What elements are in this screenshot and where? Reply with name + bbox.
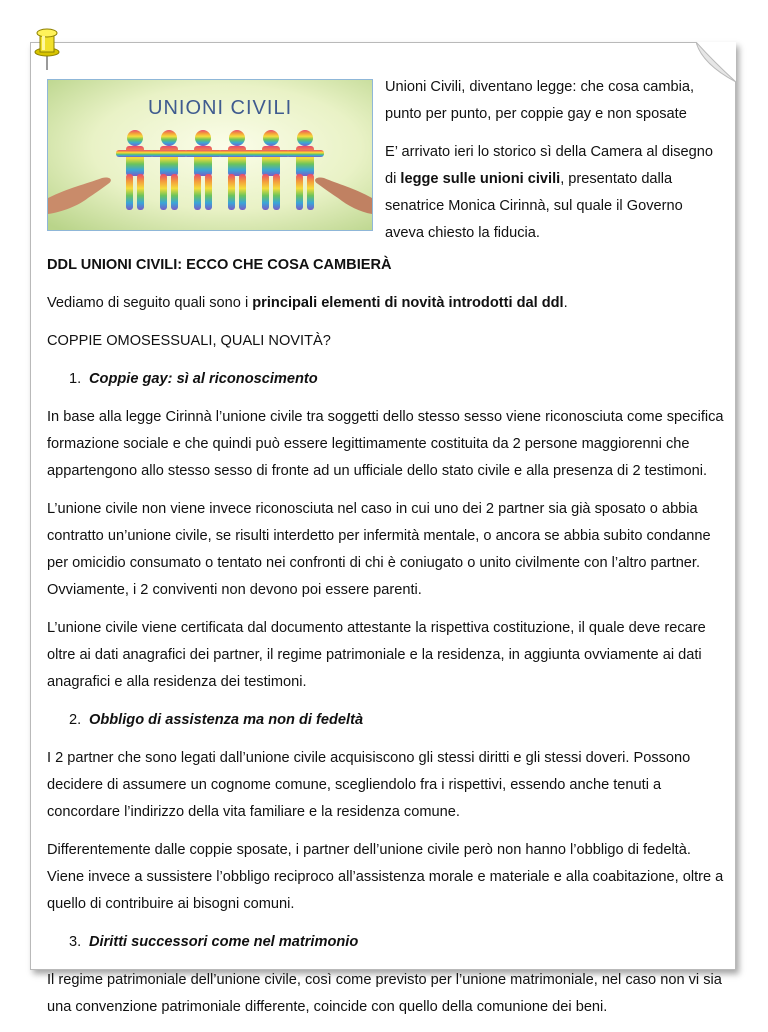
paragraph: Differentemente dalle coppie sposate, i partner dell’unione civile però non hanno l’obbligo di fedeltà. Viene invece a sussistere l’obbligo reciproco all’assistenza morale e materiale e alla coabitazione, oltre a quello di contribuire ai bisogni comuni. — [47, 842, 724, 912]
unioni-civili-image — [47, 79, 373, 231]
list-number: 2. — [69, 712, 82, 728]
pushpin-icon — [30, 22, 64, 72]
paragraph: L’unione civile viene certificata dal documento attestante la rispettiva costituzione, il quale deve recare oltre ai dati anagrafici dei partner, il regime patrimoniale e la residenza, in aggiunta ovviamente ai dati anagrafici e alla residenza dei testimoni. — [47, 620, 706, 690]
intro-section — [47, 74, 725, 252]
paper-chain-people-illustration — [48, 80, 372, 230]
list-item-1 — [47, 366, 725, 393]
intro-paragraph: E’ arrivato ieri lo storico sì della Camera al disegno di legge sulle unioni civili, presentato dalla senatrice Monica Cirinnà, sul quale il Governo aveva chiesto la fiducia. — [385, 144, 713, 241]
paragraph: In base alla legge Cirinnà l’unione civile tra soggetti dello stesso sesso viene riconosciuta come specifica formazione sociale e che quindi può essere legittimamente costituita da 2 persone maggiorenni che appartengono allo stesso sesso di fronte ad un ufficiale dello stato civile e alla presenza di 2 testimoni. — [47, 409, 724, 479]
list-number: 3. — [69, 934, 82, 950]
paragraph: Il regime patrimoniale dell’unione civile, così come previsto per l’unione matrimoniale, nel caso non vi sia una convenzione patrimoniale differente, coincide con quello della comunione dei beni. — [47, 972, 722, 1015]
section-heading: DDL UNIONI CIVILI: ECCO CHE COSA CAMBIERÀ — [47, 257, 392, 273]
subheading: COPPIE OMOSESSUALI, QUALI NOVITÀ? — [47, 333, 331, 349]
list-item-2 — [47, 707, 725, 734]
article-title: Unioni Civili, diventano legge: che cosa cambia, punto per punto, per coppie gay e non sposate — [385, 79, 695, 122]
paragraph: L’unione civile non viene invece riconosciuta nel caso in cui uno dei 2 partner sia già sposato o abbia contratto un’unione civile, se risulti interdetto per infermità mentale, o ancora se abbia subito condanne per omicidio consumato o tentato nei confronti di chi è coniugato o unito civilmente con l’altro partner. Ovviamente, i 2 conviventi non devono poi essere parenti. — [47, 501, 711, 598]
lead-paragraph: Vediamo di seguito quali sono i principali elementi di novità introdotti dal ddl. — [47, 295, 568, 311]
intro-text — [385, 74, 725, 258]
list-item-3 — [47, 929, 725, 956]
list-item-title: Coppie gay: sì al riconoscimento — [89, 371, 318, 387]
paragraph: I 2 partner che sono legati dall’unione civile acquisiscono gli stessi diritti e gli stessi doveri. Possono decidere di assumere un cognome comune, scegliendolo fra i rispettivi, essendo anche tenuti a concordare l’indirizzo della vita familiare e la residenza comune. — [47, 750, 691, 820]
lead-bold-text: principali elementi di novità introdotti dal ddl — [252, 295, 564, 311]
list-item-title: Diritti successori come nel matrimonio — [89, 934, 359, 950]
legge-unioni-civili-link-text: legge sulle unioni civili — [400, 171, 561, 187]
list-number: 1. — [69, 371, 82, 387]
image-logo-text: UNIONI CIVILI — [148, 97, 293, 119]
list-item-title: Obbligo di assistenza ma non di fedeltà — [89, 712, 364, 728]
article-content — [47, 74, 725, 1032]
